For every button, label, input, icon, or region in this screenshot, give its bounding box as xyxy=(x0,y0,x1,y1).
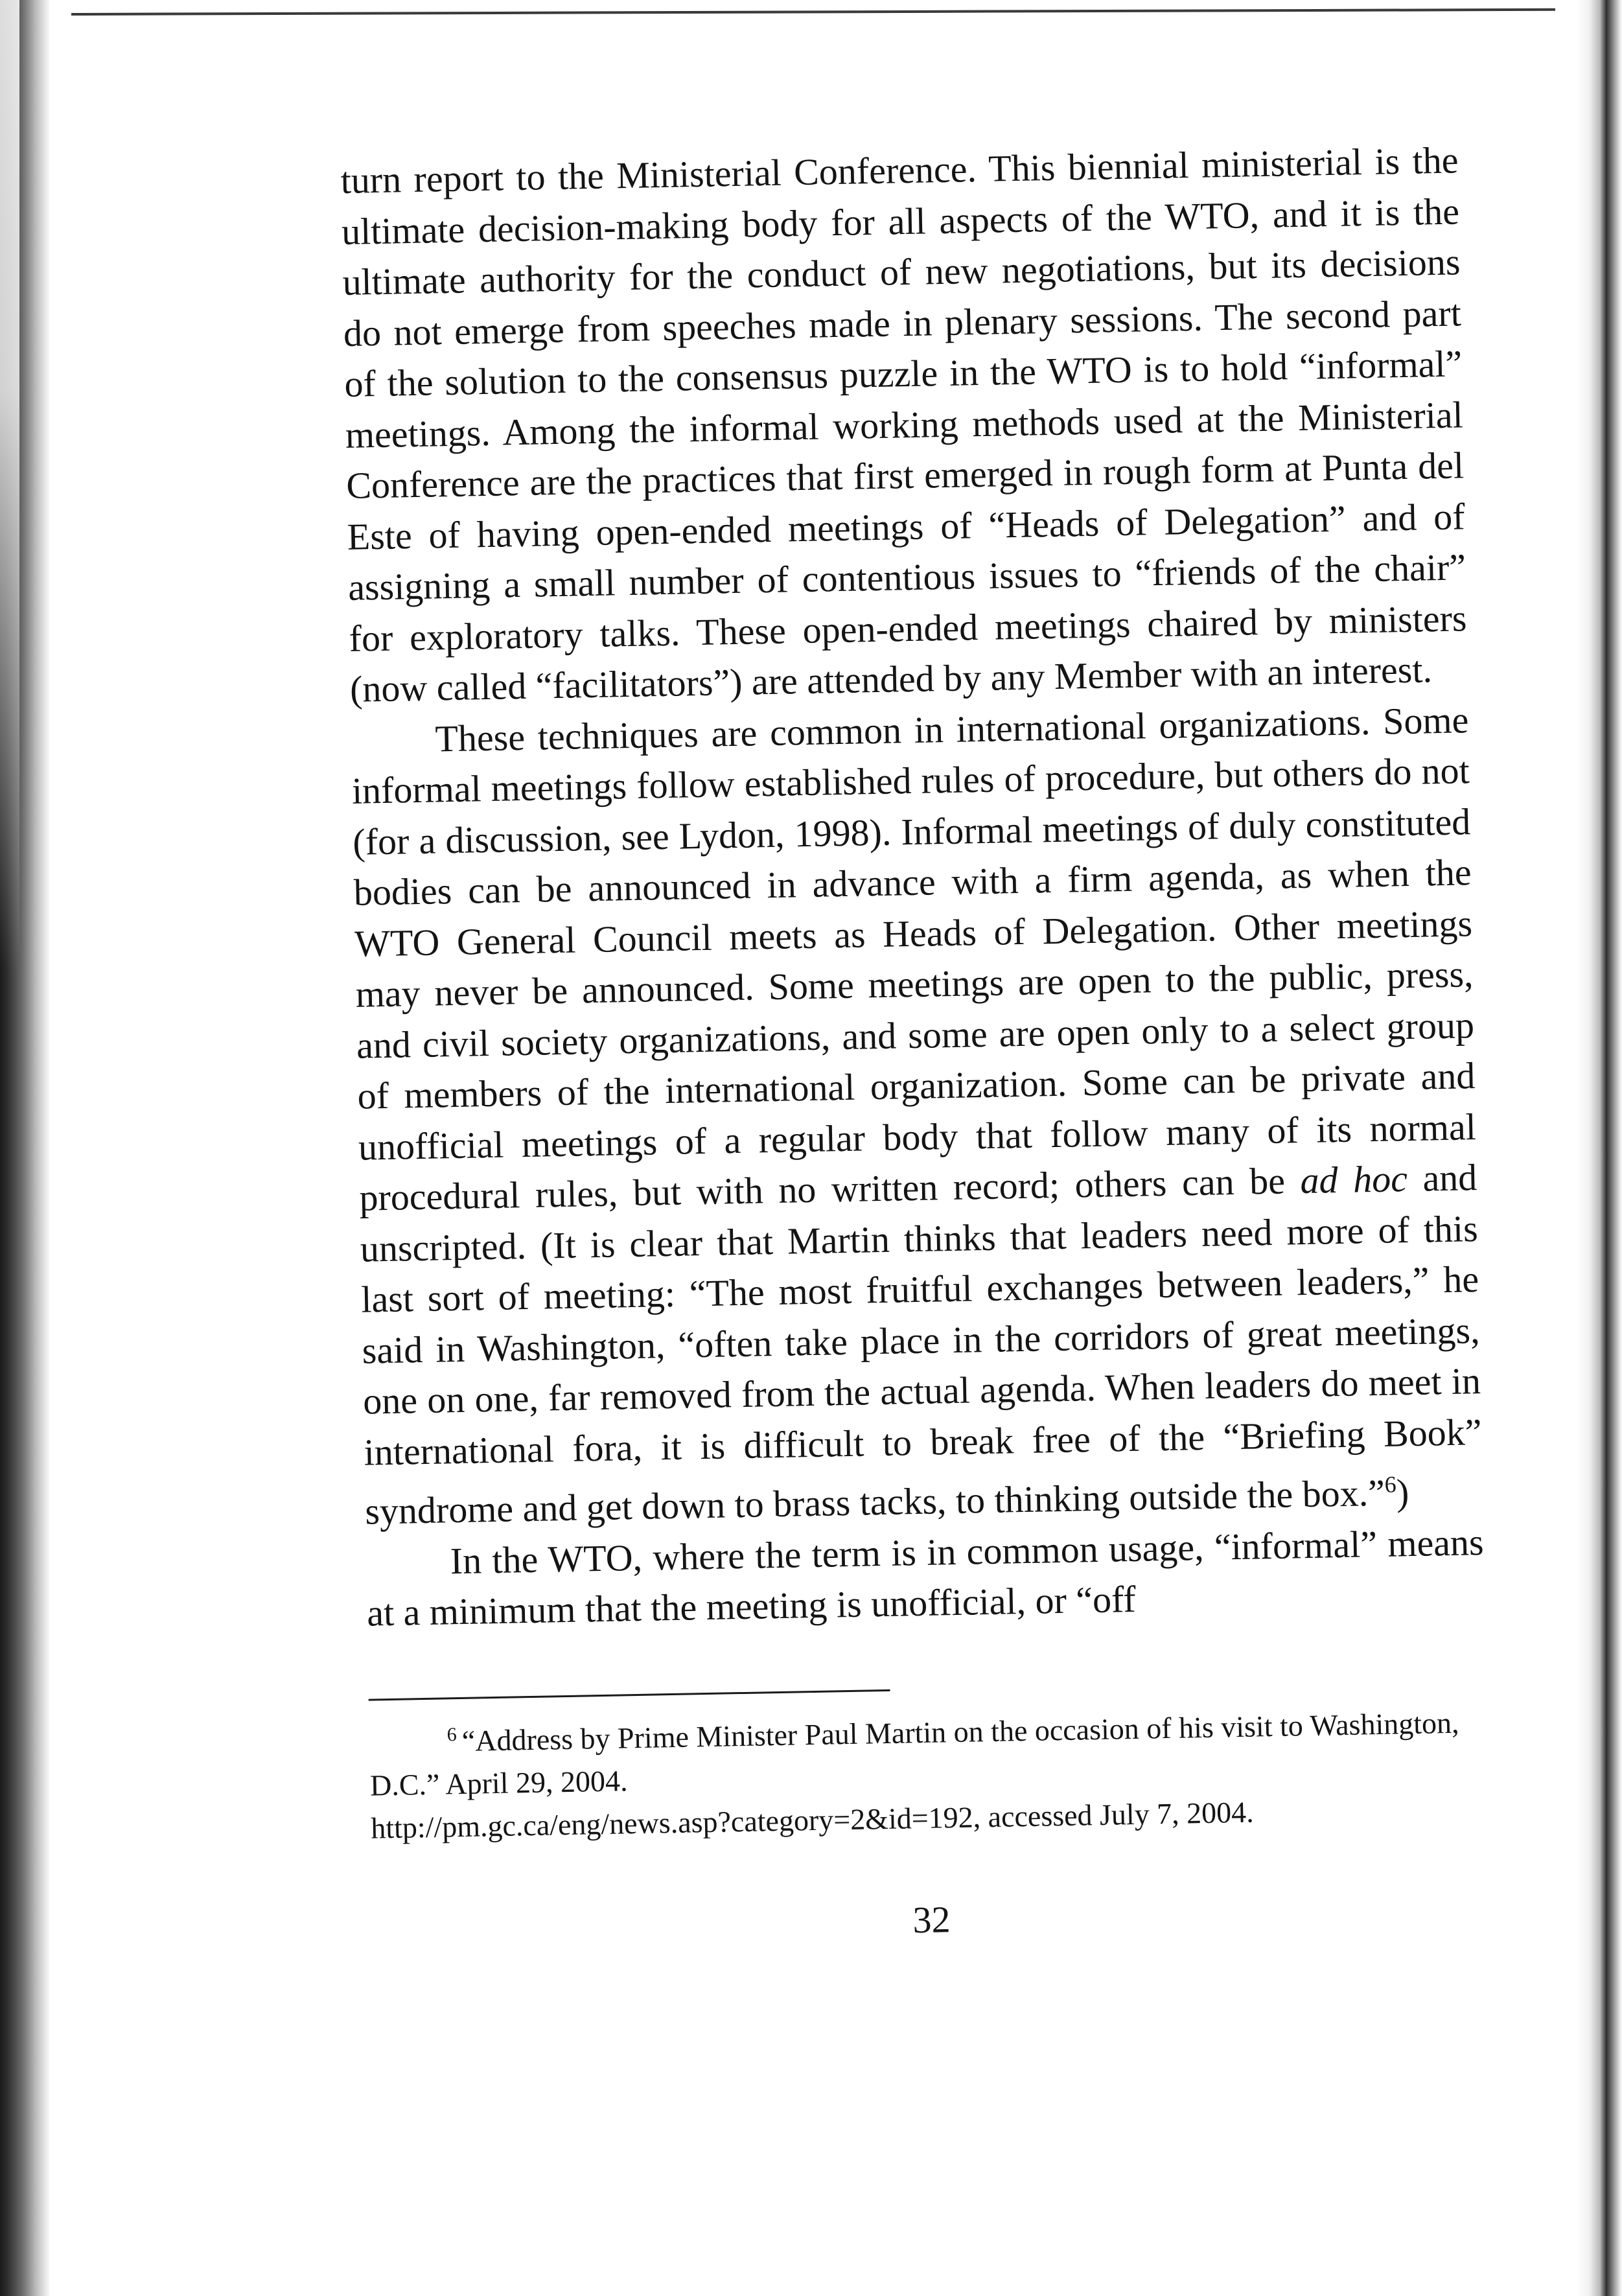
footnote-reference: 6 xyxy=(1384,1471,1397,1498)
paragraph-2-text-start: These techniques are common in international organizations. Some informal meetings follow established rules of procedure, but others do not (for a discussion, see Lydon, 1998). Informal meetings of duly constituted bodies can be announced in advance with a firm agenda, as when the WTO General Council meets as Heads of Delegation. Other meetings may never be announced. Some meetings are open to the public, press, and civil society organizations, and some are open only to a select group of members of the international organization. Some can be private and unofficial meetings of a regular body that follow many of its normal procedural rules, but with no written record; others can be xyxy=(351,698,1477,1219)
italic-term: ad hoc xyxy=(1299,1157,1408,1202)
page-content xyxy=(340,135,1490,1951)
scan-spine-highlight xyxy=(0,0,19,972)
scan-page-edge xyxy=(1577,0,1622,2296)
paragraph-2-text-end: ) xyxy=(1396,1471,1409,1514)
page-number: 32 xyxy=(912,1897,951,1941)
footnote-marker: 6 xyxy=(446,1723,457,1745)
body-paragraph-2 xyxy=(351,695,1483,1537)
paragraph-2-text-middle: and unscripted. (It is clear that Martin thinks that leaders need more of this last sort of meeting: “The most fruitful exchanges between leaders,” he said in Washington, “often take place in the corridors of great meetings, one on one, far removed from the actual agenda. When leaders do meet in international fora, it is difficult to break free of the “Briefing Book” syndrome and get down to brass tacks, to thinking outside the box.” xyxy=(360,1156,1482,1533)
footnote xyxy=(369,1694,1489,1850)
footnote-citation: “Address by Prime Minister Paul Martin on the occasion of his visit to Washington, D.C.” April 29, 2004. xyxy=(369,1706,1459,1802)
scan-top-edge-line xyxy=(71,8,1555,16)
footnote-separator xyxy=(369,1689,890,1700)
body-paragraph-3: In the WTO, where the term is in common usage, “informal” means at a minimum that the meeting is unofficial, or “off xyxy=(366,1520,1485,1634)
body-paragraph-1: turn report to the Ministerial Conference. This biennial ministerial is the ultimate decision-making body for all aspects of the WTO, and it is the ultimate authority for the conduct of new negotiations, but its decisions do not emerge from speeches made in plenary sessions. The second part of the solution to the consensus puzzle in the WTO is to hold “informal” meetings. Among the informal working methods used at the Ministerial Conference are the practices that first emerged in rough form at Punta del Este of having open-ended meetings of “Heads of Delegation” and of assigning a small number of contentious issues to “friends of the chair” for exploratory talks. These open-ended meetings chaired by ministers (now called “facilitators”) are attended by any Member with an interest. xyxy=(340,139,1467,710)
footnote-url: http://pm.gc.ca/eng/news.asp?category=2&id=192, accessed July 7, 2004. xyxy=(370,1795,1255,1845)
